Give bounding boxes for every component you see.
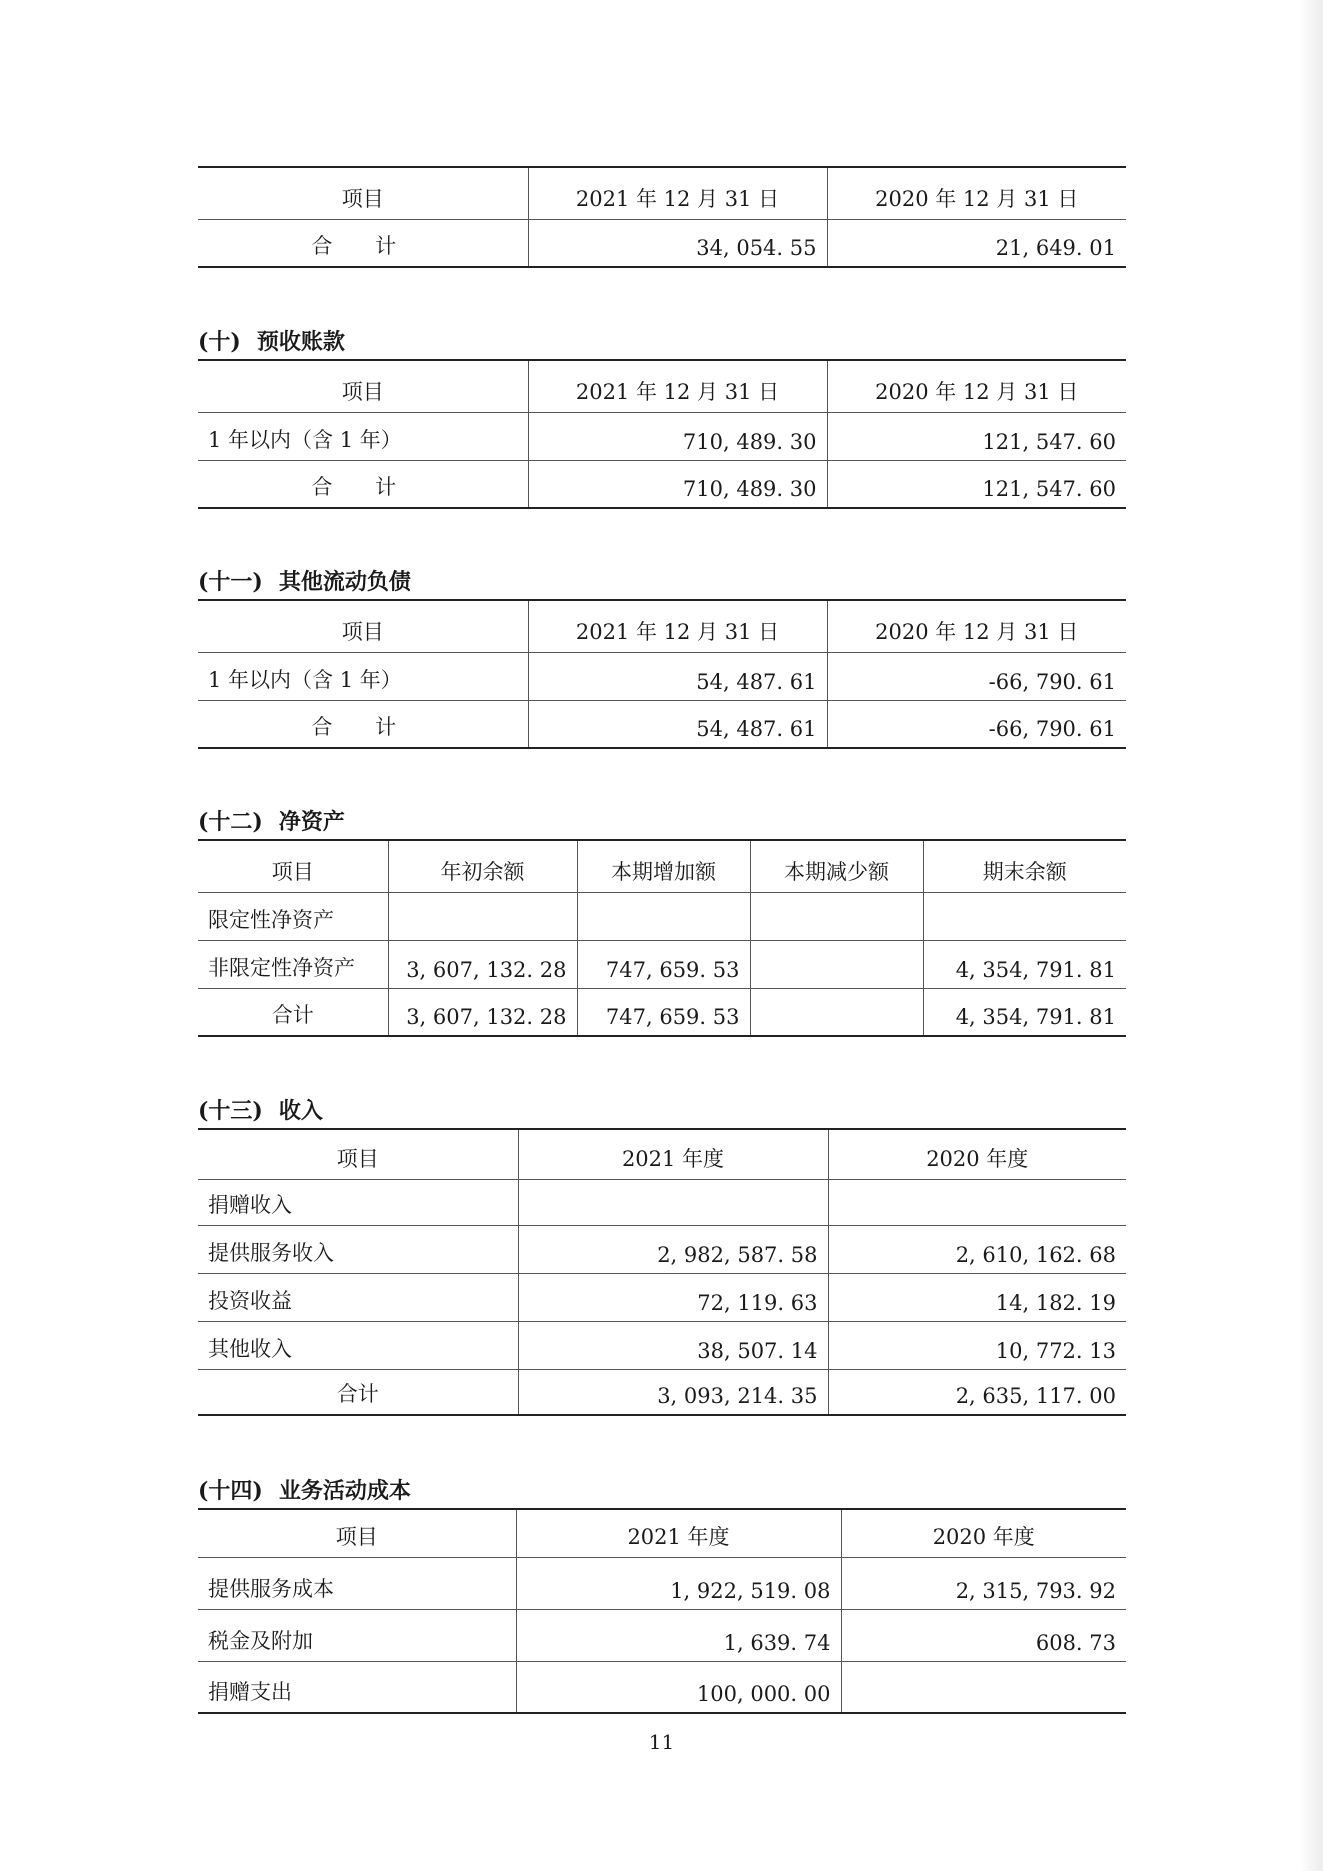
table-row (198, 1225, 1126, 1273)
value-cell: 10, 772. 13 (828, 1321, 1126, 1369)
header-cell: 项目 (198, 1509, 516, 1557)
value-cell: -66, 790. 61 (827, 700, 1126, 748)
section-name: 预收账款 (256, 329, 345, 355)
net-assets-table (198, 839, 1126, 1037)
value-cell (750, 988, 923, 1036)
table-row (198, 1321, 1126, 1369)
value-cell: 3, 607, 132. 28 (388, 940, 577, 988)
row-label: 税金及附加 (198, 1609, 516, 1661)
value-cell (388, 892, 577, 940)
value-cell (750, 892, 923, 940)
value-cell: 608. 73 (841, 1609, 1126, 1661)
value-cell: 747, 659. 53 (577, 988, 750, 1036)
section-advance-receipts (198, 325, 1126, 509)
row-label: 非限定性净资产 (198, 940, 388, 988)
continuation-table (198, 166, 1126, 268)
table-row (198, 1557, 1126, 1609)
value-cell: 72, 119. 63 (518, 1273, 828, 1321)
section-title (198, 1094, 1126, 1128)
header-cell: 本期增加额 (577, 840, 750, 892)
value-cell (750, 940, 923, 988)
header-cell: 2020 年 12 月 31 日 (827, 360, 1126, 412)
section-net-assets (198, 805, 1126, 1037)
other-current-liabilities-table (198, 599, 1126, 749)
table-row (198, 652, 1126, 700)
section-title (198, 565, 1126, 599)
header-cell: 2021 年度 (518, 1129, 828, 1179)
row-label: 合计 (198, 988, 388, 1036)
table-row (198, 1661, 1126, 1713)
row-label: 合 计 (198, 219, 528, 267)
row-label: 捐赠支出 (198, 1661, 516, 1713)
row-label: 合 计 (198, 460, 528, 508)
value-cell: 4, 354, 791. 81 (923, 940, 1126, 988)
section-revenue (198, 1094, 1126, 1416)
advance-receipts-table (198, 359, 1126, 509)
total-row (198, 988, 1126, 1036)
table-row (198, 412, 1126, 460)
row-label: 合计 (198, 1369, 518, 1415)
header-cell: 项目 (198, 840, 388, 892)
table-header-row (198, 1129, 1126, 1179)
table-header-row (198, 167, 1126, 219)
value-cell: 100, 000. 00 (516, 1661, 841, 1713)
header-cell: 2021 年 12 月 31 日 (528, 167, 827, 219)
value-cell (577, 892, 750, 940)
table-header-row (198, 840, 1126, 892)
row-label: 合 计 (198, 700, 528, 748)
header-cell: 2021 年 12 月 31 日 (528, 600, 827, 652)
page-edge-shadow (1299, 0, 1323, 1871)
row-label: 1 年以内（含 1 年） (198, 652, 528, 700)
table-header-row (198, 360, 1126, 412)
header-cell: 本期减少额 (750, 840, 923, 892)
value-cell: 4, 354, 791. 81 (923, 988, 1126, 1036)
header-cell: 期末余额 (923, 840, 1126, 892)
header-cell: 2020 年度 (841, 1509, 1126, 1557)
total-row (198, 219, 1126, 267)
revenue-table (198, 1128, 1126, 1416)
value-cell: 2, 982, 587. 58 (518, 1225, 828, 1273)
value-cell: 121, 547. 60 (827, 460, 1126, 508)
row-label: 提供服务收入 (198, 1225, 518, 1273)
value-cell: 38, 507. 14 (518, 1321, 828, 1369)
value-cell: 747, 659. 53 (577, 940, 750, 988)
table-header-row (198, 1509, 1126, 1557)
row-label: 其他收入 (198, 1321, 518, 1369)
header-cell: 项目 (198, 1129, 518, 1179)
section-number: (十) (198, 329, 241, 355)
value-cell: 3, 607, 132. 28 (388, 988, 577, 1036)
value-cell: 121, 547. 60 (827, 412, 1126, 460)
value-cell (518, 1179, 828, 1225)
business-activity-cost-table (198, 1508, 1126, 1714)
table-header-row (198, 600, 1126, 652)
value-cell: 2, 315, 793. 92 (841, 1557, 1126, 1609)
value-cell: 710, 489. 30 (528, 460, 827, 508)
page-number: 11 (648, 1730, 675, 1754)
value-cell (828, 1179, 1126, 1225)
value-cell (923, 892, 1126, 940)
section-other-current-liabilities (198, 565, 1126, 749)
section-title (198, 325, 1126, 359)
table-row (198, 892, 1126, 940)
table-row (198, 1609, 1126, 1661)
section-title (198, 805, 1126, 839)
section-number: (十二) (198, 809, 263, 835)
row-label: 捐赠收入 (198, 1179, 518, 1225)
header-cell: 项目 (198, 360, 528, 412)
table-row (198, 1179, 1126, 1225)
header-cell: 年初余额 (388, 840, 577, 892)
total-row (198, 700, 1126, 748)
section-name: 其他流动负债 (278, 569, 411, 595)
section-business-activity-cost (198, 1474, 1126, 1714)
total-row (198, 1369, 1126, 1415)
section-number: (十三) (198, 1098, 263, 1124)
header-cell: 2020 年 12 月 31 日 (827, 600, 1126, 652)
header-cell: 2020 年 12 月 31 日 (827, 167, 1126, 219)
section-title (198, 1474, 1126, 1508)
section-name: 收入 (278, 1098, 323, 1124)
value-cell: 1, 922, 519. 08 (516, 1557, 841, 1609)
row-label: 1 年以内（含 1 年） (198, 412, 528, 460)
section-number: (十四) (198, 1478, 263, 1504)
value-cell: 21, 649. 01 (827, 219, 1126, 267)
header-cell: 项目 (198, 167, 528, 219)
header-cell: 2021 年 12 月 31 日 (528, 360, 827, 412)
value-cell: 3, 093, 214. 35 (518, 1369, 828, 1415)
row-label: 投资收益 (198, 1273, 518, 1321)
value-cell (841, 1661, 1126, 1713)
total-row (198, 460, 1126, 508)
row-label: 限定性净资产 (198, 892, 388, 940)
header-cell: 2021 年度 (516, 1509, 841, 1557)
value-cell: 2, 610, 162. 68 (828, 1225, 1126, 1273)
value-cell: 710, 489. 30 (528, 412, 827, 460)
section-number: (十一) (198, 569, 263, 595)
table-row (198, 940, 1126, 988)
section-name: 业务活动成本 (278, 1478, 411, 1504)
value-cell: -66, 790. 61 (827, 652, 1126, 700)
header-cell: 项目 (198, 600, 528, 652)
value-cell: 2, 635, 117. 00 (828, 1369, 1126, 1415)
value-cell: 1, 639. 74 (516, 1609, 841, 1661)
value-cell: 54, 487. 61 (528, 652, 827, 700)
value-cell: 34, 054. 55 (528, 219, 827, 267)
table-row (198, 1273, 1126, 1321)
row-label: 提供服务成本 (198, 1557, 516, 1609)
section-name: 净资产 (278, 809, 345, 835)
continuation-section (198, 166, 1126, 268)
value-cell: 14, 182. 19 (828, 1273, 1126, 1321)
value-cell: 54, 487. 61 (528, 700, 827, 748)
header-cell: 2020 年度 (828, 1129, 1126, 1179)
